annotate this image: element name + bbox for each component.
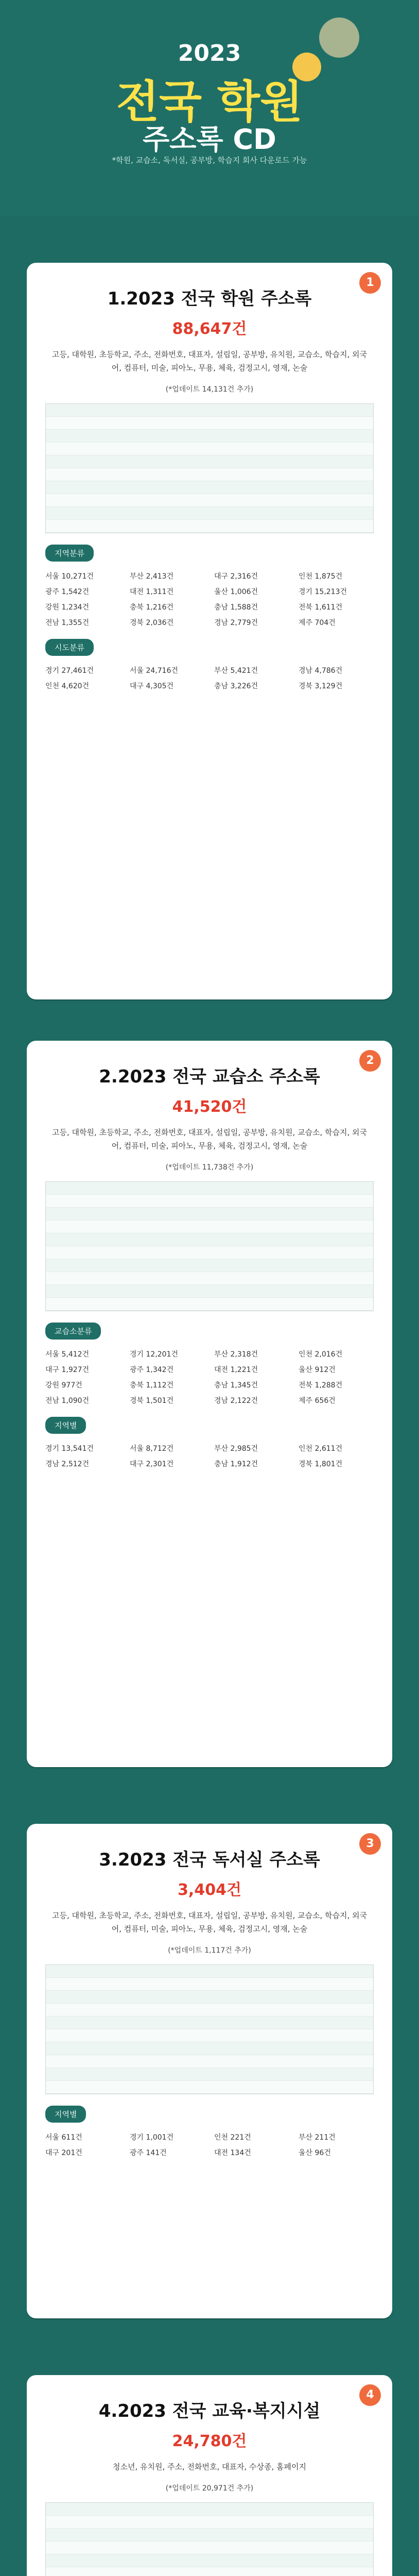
area-item: 대전 1,221건 (214, 1366, 258, 1374)
area-item: 전남 1,090건 (45, 1397, 90, 1405)
area-grid (45, 2132, 374, 2158)
card-categories: 고등, 대학원, 초등학교, 주소, 전화번호, 대표자, 설립일, 공부방, 유치원, 교습소, 학습지, 외국어, 컴퓨터, 미술, 피아노, 무용, 체육, 검정고시, 영재, 논술 (51, 1911, 368, 1934)
hero-description: *학원, 교습소, 독서실, 공부방, 학습지 회사 다운로드 가능 (112, 156, 307, 165)
area-item: 경북 2,036건 (130, 619, 174, 627)
card-title: 4.2023 전국 교육·복지시설 (98, 2401, 321, 2421)
area-item: 인천 221건 (214, 2133, 251, 2142)
card-4 (27, 2375, 392, 2576)
card-update: (*업데이트 20,971건 추가) (165, 2484, 254, 2493)
sample-table (45, 1964, 374, 2094)
city-item: 경북 1,801건 (299, 1460, 343, 1468)
city-item: 대구 4,305건 (130, 682, 174, 690)
city-item: 경북 3,129건 (299, 682, 343, 690)
area-grid (45, 1349, 374, 1405)
area-item: 경기 1,001건 (130, 2133, 174, 2142)
area-item: 서울 611건 (45, 2133, 82, 2142)
city-item: 부산 2,985건 (214, 1445, 258, 1453)
section-tag: 교습소분류 (45, 1323, 101, 1340)
card-categories: 청소년, 유치원, 주소, 전화번호, 대표자, 수상종, 홈페이지 (113, 2462, 306, 2471)
card-number: 1 (359, 272, 381, 294)
area-item: 경북 1,501건 (130, 1397, 174, 1405)
area-item: 울산 1,006건 (214, 588, 258, 596)
card-update: (*업데이트 14,131건 추가) (165, 385, 254, 394)
card-count: 41,520건 (172, 1098, 247, 1116)
card-update: (*업데이트 1,117건 추가) (168, 1946, 251, 1955)
city-item: 경기 27,461건 (45, 667, 94, 675)
city-item: 부산 5,421건 (214, 667, 258, 675)
section-tag: 지역분류 (45, 545, 94, 562)
city-item: 대구 2,301건 (130, 1460, 174, 1468)
area-item: 강원 1,234건 (45, 603, 90, 612)
city-item: 충남 1,912건 (214, 1460, 258, 1468)
area-item: 서울 10,271건 (45, 572, 94, 581)
area-item: 전북 1,288건 (299, 1381, 343, 1389)
card-number: 4 (359, 2384, 381, 2406)
section-tag: 지역별 (45, 2106, 86, 2123)
area-item: 울산 912건 (299, 1366, 336, 1374)
hero-year: 2023 (178, 40, 241, 66)
city-item: 인천 4,620건 (45, 682, 90, 690)
city-grid (45, 665, 374, 691)
card-2 (27, 1041, 392, 1767)
area-item: 대구 2,316건 (214, 572, 258, 581)
area-item: 대구 1,927건 (45, 1366, 90, 1374)
city-item: 인천 2,611건 (299, 1445, 343, 1453)
hero-subtitle: 주소록 CD (143, 123, 276, 156)
area-item: 전남 1,355건 (45, 619, 90, 627)
city-item: 서울 24,716건 (130, 667, 179, 675)
card-title: 1.2023 전국 학원 주소록 (107, 289, 312, 309)
area-item: 충북 1,112건 (130, 1381, 174, 1389)
card-count: 3,404건 (178, 1881, 241, 1899)
section-tag: 지역별 (45, 1417, 86, 1434)
area-item: 인천 1,875건 (299, 572, 343, 581)
area-grid (45, 571, 374, 628)
sample-table (45, 2502, 374, 2576)
area-item: 광주 1,342건 (130, 1366, 174, 1374)
area-item: 경남 2,122건 (214, 1397, 258, 1405)
area-item: 부산 211건 (299, 2133, 336, 2142)
city-item: 경남 2,512건 (45, 1460, 90, 1468)
area-item: 대전 1,311건 (130, 588, 174, 596)
card-count: 88,647건 (172, 320, 247, 338)
area-item: 경남 2,779건 (214, 619, 258, 627)
card-categories: 고등, 대학원, 초등학교, 주소, 전화번호, 대표자, 설립일, 공부방, 유치원, 교습소, 학습지, 외국어, 컴퓨터, 미술, 피아노, 무용, 체육, 검정고시, 영재, 논술 (51, 350, 368, 372)
card-number: 2 (359, 1050, 381, 1072)
section-tag: 시도분류 (45, 639, 94, 656)
area-item: 광주 1,542건 (45, 588, 90, 596)
sample-table (45, 403, 374, 533)
card-count: 24,780건 (172, 2432, 247, 2450)
city-item: 경남 4,786건 (299, 667, 343, 675)
area-item: 제주 704건 (299, 619, 336, 627)
card-title: 3.2023 전국 독서실 주소록 (99, 1850, 320, 1870)
area-item: 경기 12,201건 (130, 1350, 179, 1359)
area-item: 충남 1,345건 (214, 1381, 258, 1389)
area-item: 울산 96건 (299, 2149, 331, 2157)
area-item: 부산 2,318건 (214, 1350, 258, 1359)
area-item: 대구 201건 (45, 2149, 82, 2157)
hero-title: 전국 학원 (116, 76, 303, 128)
area-item: 충남 1,588건 (214, 603, 258, 612)
area-item: 부산 2,413건 (130, 572, 174, 581)
card-3 (27, 1824, 392, 2318)
hero (0, 0, 419, 216)
city-item: 서울 8,712건 (130, 1445, 174, 1453)
sample-table (45, 1181, 374, 1311)
area-item: 인천 2,016건 (299, 1350, 343, 1359)
area-item: 경기 15,213건 (299, 588, 347, 596)
city-grid (45, 1443, 374, 1469)
area-item: 충북 1,216건 (130, 603, 174, 612)
card-1 (27, 263, 392, 999)
area-item: 전북 1,611건 (299, 603, 343, 612)
card-update: (*업데이트 11,738건 추가) (165, 1163, 254, 1172)
area-item: 강원 977건 (45, 1381, 82, 1389)
area-item: 대전 134건 (214, 2149, 251, 2157)
area-item: 제주 656건 (299, 1397, 336, 1405)
card-number: 3 (359, 1833, 381, 1855)
card-title: 2.2023 전국 교습소 주소록 (99, 1066, 320, 1087)
area-item: 서울 5,412건 (45, 1350, 90, 1359)
city-item: 경기 13,541건 (45, 1445, 94, 1453)
city-item: 충남 3,226건 (214, 682, 258, 690)
area-item: 광주 141건 (130, 2149, 167, 2157)
card-categories: 고등, 대학원, 초등학교, 주소, 전화번호, 대표자, 설립일, 공부방, 유치원, 교습소, 학습지, 외국어, 컴퓨터, 미술, 피아노, 무용, 체육, 검정고시, 영재, 논술 (51, 1128, 368, 1150)
